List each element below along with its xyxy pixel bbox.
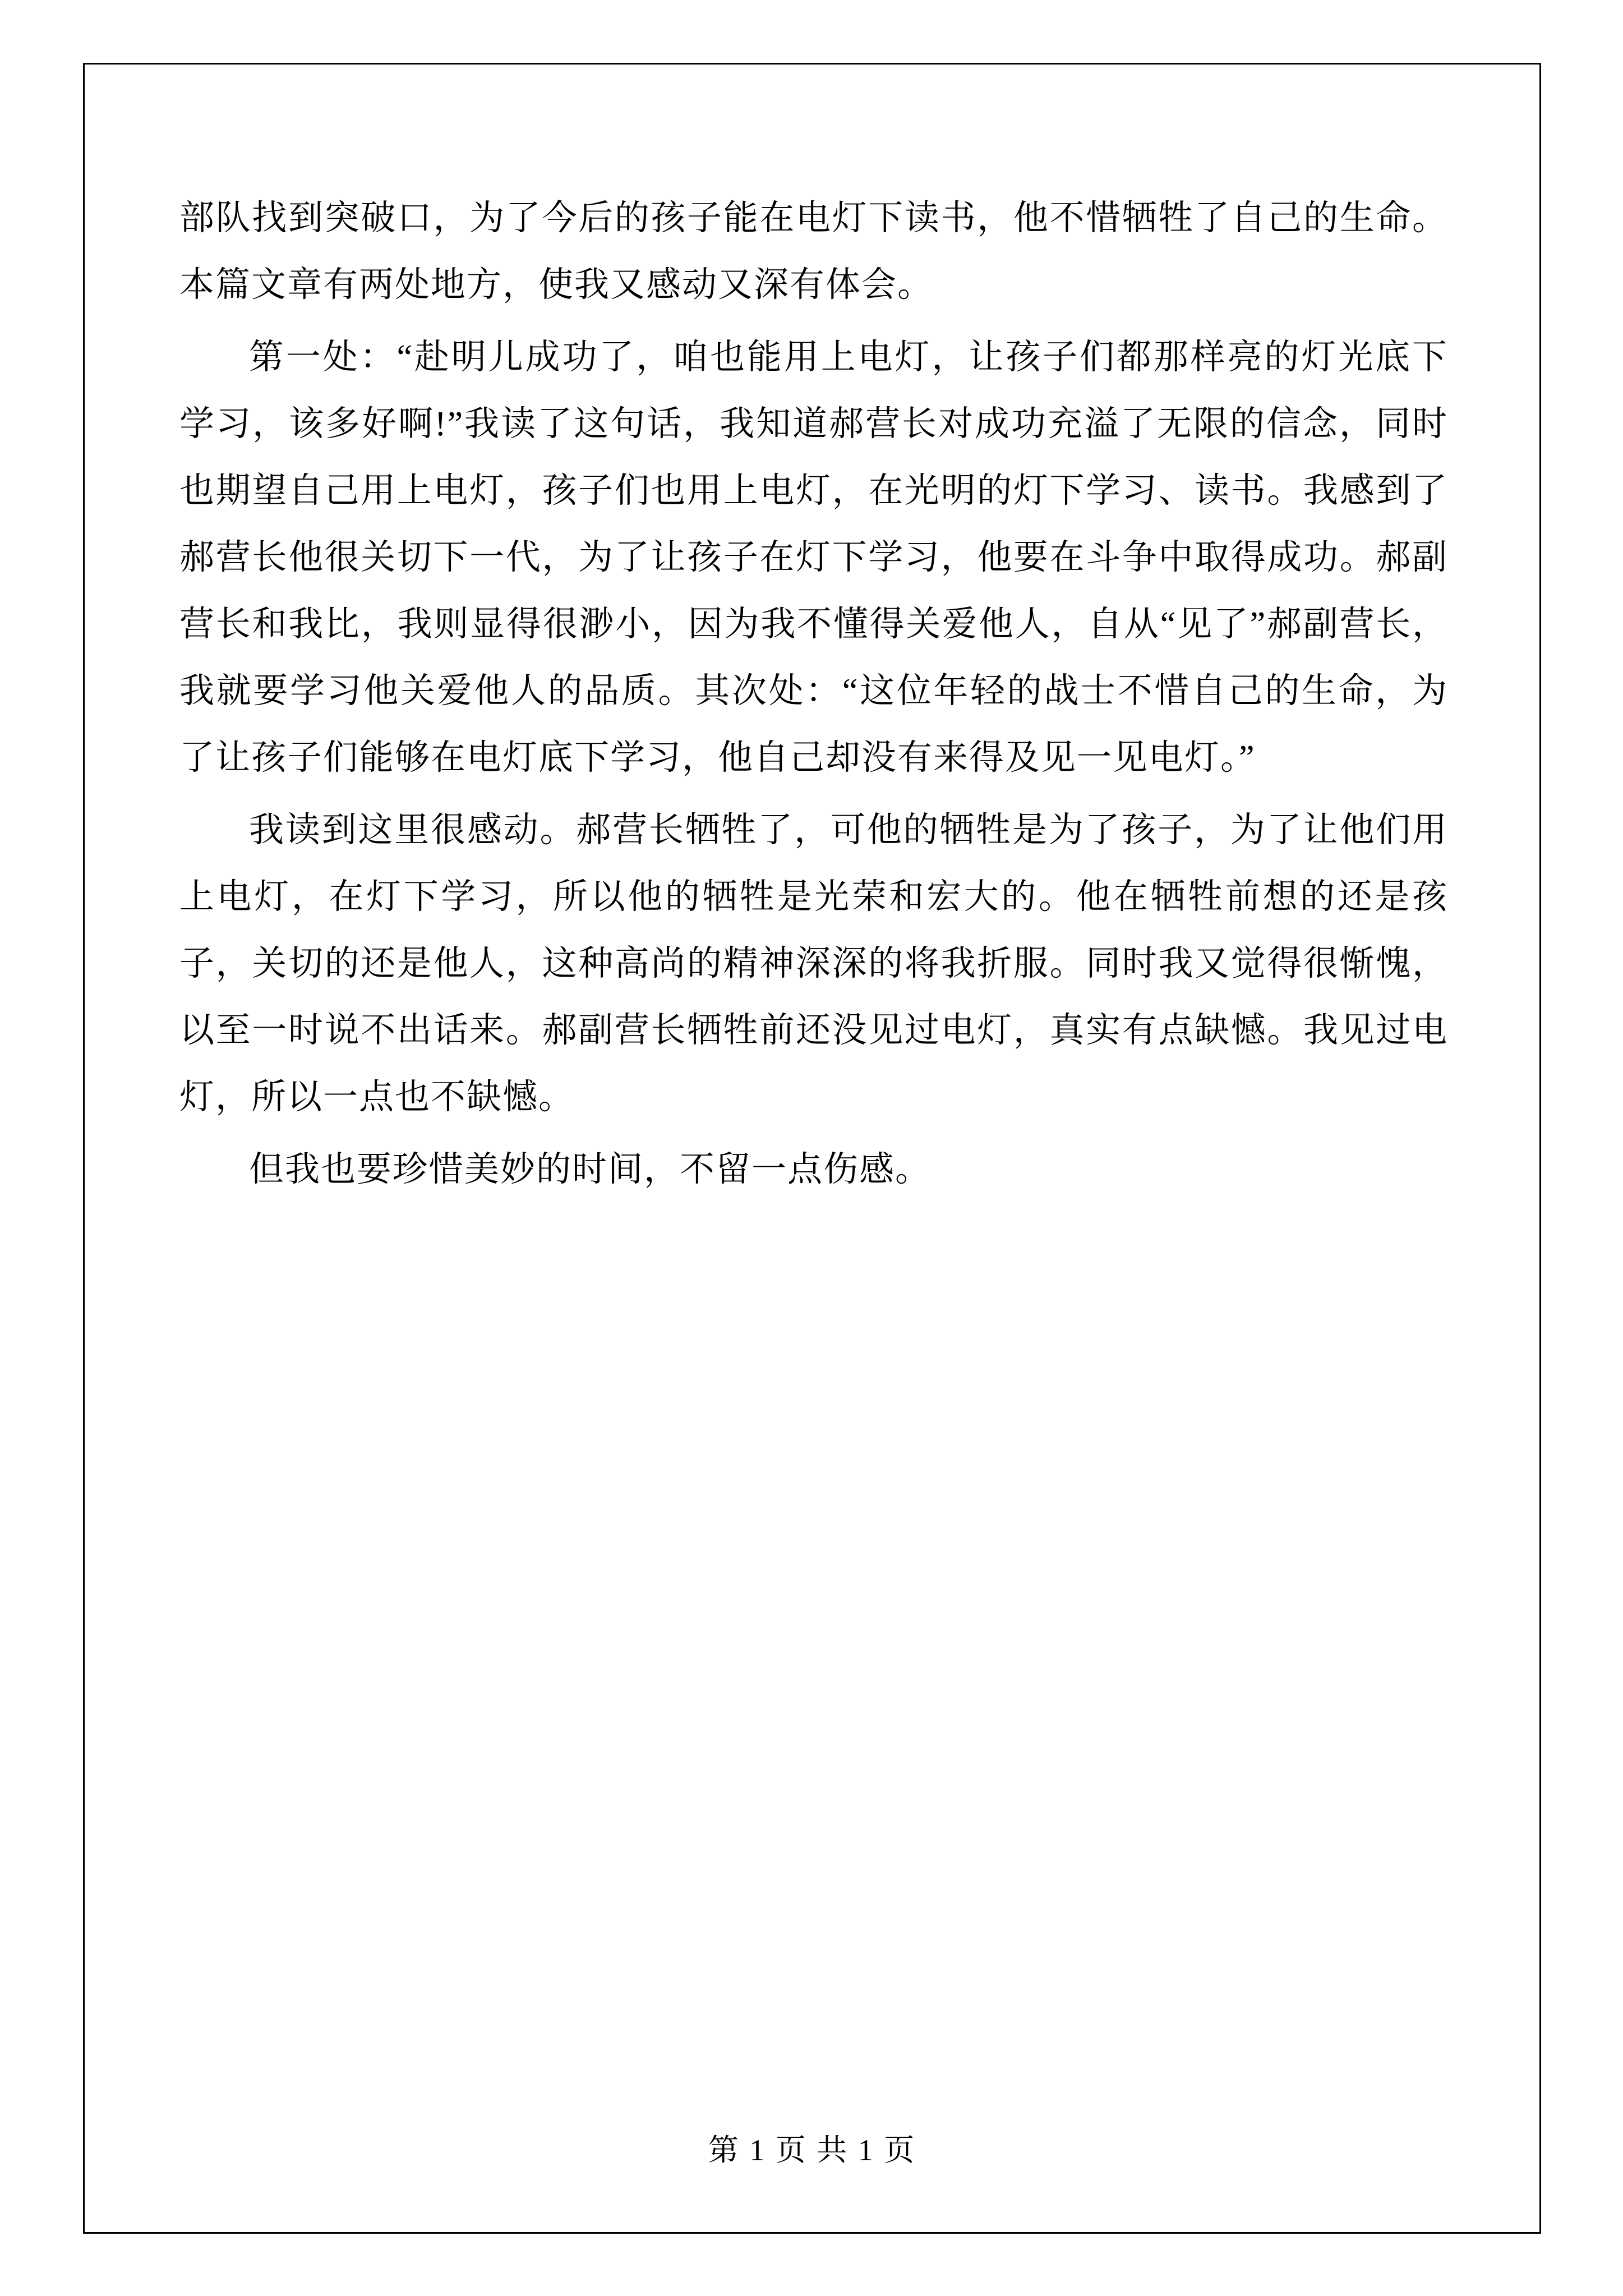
page-footer: 第 1 页 共 1 页 — [708, 2133, 916, 2167]
paragraph: 部队找到突破口，为了今后的孩子能在电灯下读书，他不惜牺牲了自己的生命。本篇文章有两处地方，使我又感动又深有体会。 — [179, 199, 1448, 305]
document-text-body — [179, 185, 1448, 1209]
paragraph: 我读到这里很感动。郝营长牺牲了，可他的牺牲是为了孩子，为了让他们用上电灯，在灯下学习，所以他的牺牲是光荣和宏大的。他在牺牲前想的还是孩子，关切的还是他人，这种高尚的精神深深的将我折服。同时我又觉得很惭愧，以至一时说不出话来。郝副营长牺牲前还没见过电灯，真实有点缺憾。我见过电灯，所以一点也不缺憾。 — [179, 811, 1448, 1117]
paragraph: 但我也要珍惜美妙的时间，不留一点伤感。 — [249, 1151, 932, 1189]
paragraph: 第一处：“赴明儿成功了，咱也能用上电灯，让孩子们都那样亮的灯光底下学习，该多好啊!”我读了这句话，我知道郝营长对成功充溢了无限的信念，同时也期望自己用上电灯，孩子们也用上电灯，在光明的灯下学习、读书。我感到了郝营长他很关切下一代，为了让孩子在灯下学习，他要在斗争中取得成功。郝副营长和我比，我则显得很渺小，因为我不懂得关爱他人，自从“见了”郝副营长，我就要学习他关爱他人的品质。其次处：“这位年轻的战士不惜自己的生命，为了让孩子们能够在电灯底下学习，他自己却没有来得及见一见电灯。” — [179, 338, 1448, 777]
